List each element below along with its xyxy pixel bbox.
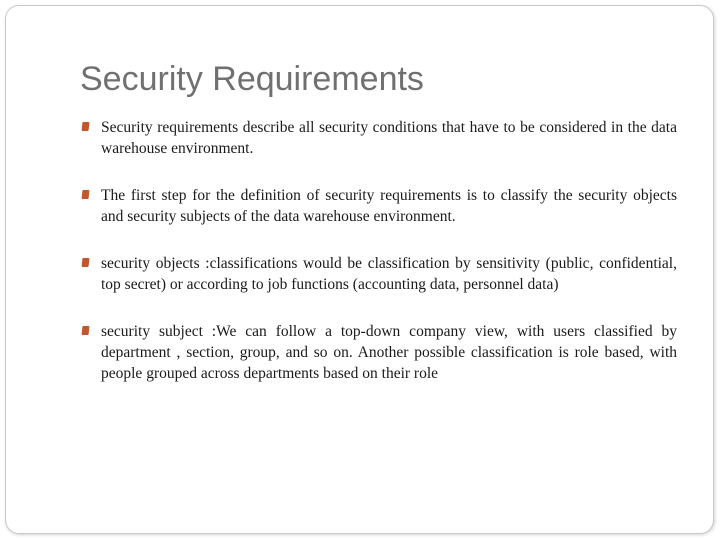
bullet-text: security subject :We can follow a top-down company view, with users classified by department , section, group, and so on. Another possible classification is role based, with people grouped across departments based on their role [101, 323, 677, 382]
bullet-text: security objects :classifications would be classification by sensitivity (public, confidential, top secret) or according to job functions (accounting data, personnel data) [101, 255, 677, 293]
slide-title: Security Requirements [80, 60, 424, 98]
bullet-marker-icon [82, 122, 90, 131]
bullet-marker-icon [82, 258, 90, 267]
bullet-marker-icon [82, 190, 90, 199]
bullet-item [81, 185, 677, 227]
bullet-item [81, 117, 677, 159]
bullet-marker-icon [82, 326, 90, 335]
bullet-text: Security requirements describe all security conditions that have to be considered in the data warehouse environment. [101, 119, 677, 157]
bullet-list [81, 117, 677, 384]
bullet-text: The first step for the definition of security requirements is to classify the security objects and security subjects of the data warehouse environment. [101, 187, 677, 225]
bullet-item [81, 321, 677, 384]
bullet-item [81, 253, 677, 295]
